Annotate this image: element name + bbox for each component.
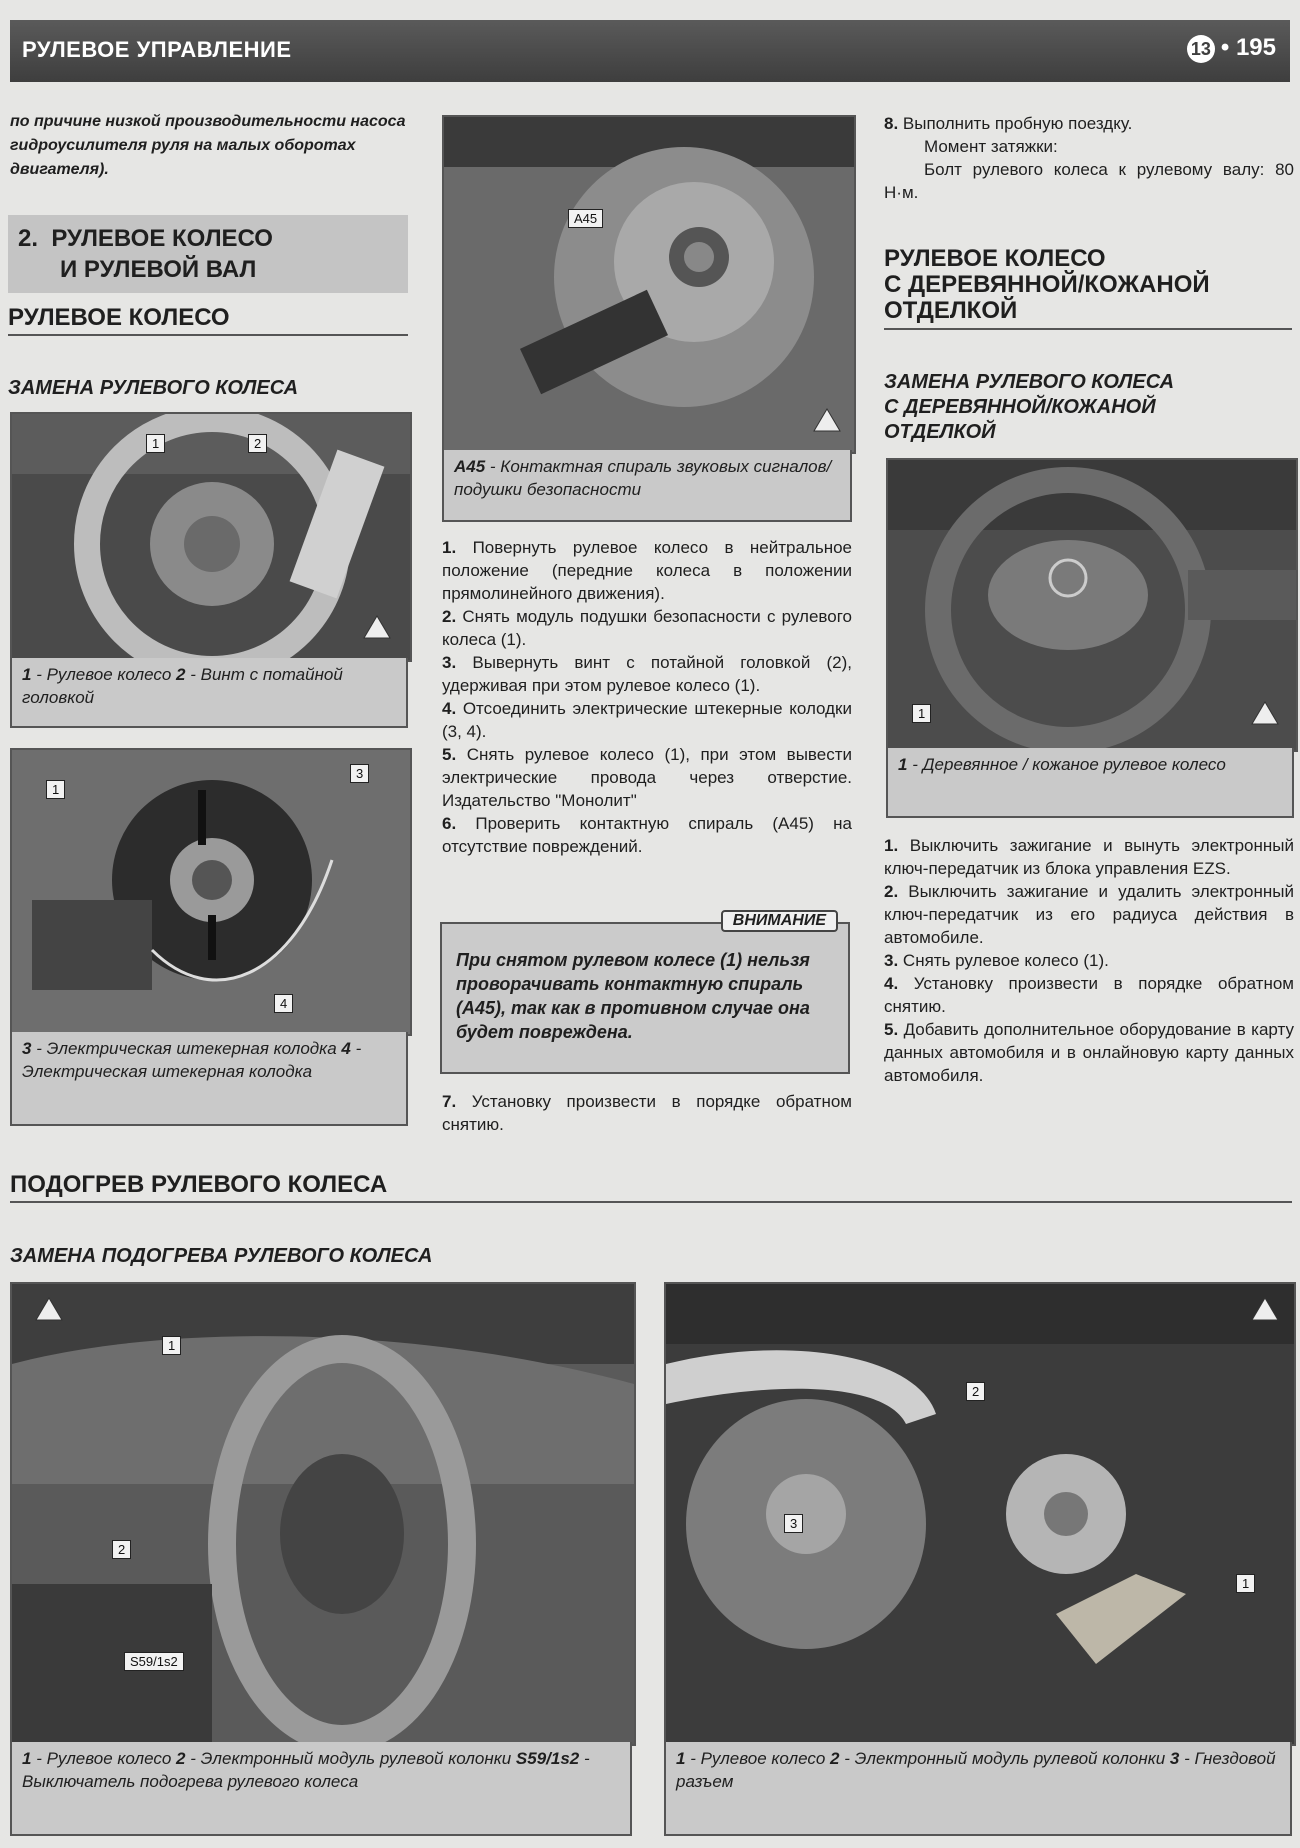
torque-text: Болт рулевого колеса к рулевому валу: 80 Н·м. [884,160,1294,202]
step-item [884,972,1294,1018]
caption-num: 1 [22,665,32,684]
step-text: Установку произвести в порядке обратном снятию. [442,1092,852,1134]
step-number: 2. [884,882,899,901]
caption-text: - Контактная спираль звуковых сигналов/подушки безопасности [454,457,832,499]
step-item [442,743,852,812]
heading-line: ОТДЕЛКОЙ [884,297,1018,324]
page-header [10,20,1290,82]
callout-1: 1 [1236,1574,1255,1593]
subheading-line: ОТДЕЛКОЙ [884,421,996,443]
heading-rule [884,328,1292,330]
step-item [442,651,852,697]
step7 [442,1090,852,1136]
photo-contact-spiral [442,115,856,454]
page-number: 195 [1235,34,1276,61]
callout-4: 4 [274,994,293,1013]
section-line2: И РУЛЕВОЙ ВАЛ [60,256,257,283]
step8-block [884,112,1294,204]
step-number: 1. [442,538,457,557]
step-item [442,536,852,605]
caption-num: 2 [176,1749,186,1768]
photo-wood-wheel [886,458,1298,752]
callout-3: 3 [784,1514,803,1533]
publisher-logo-icon [1250,700,1280,726]
caption-text: - Электронный модуль рулевой колонки [839,1749,1170,1768]
callout-2: 2 [112,1540,131,1559]
callout-1: 1 [912,704,931,723]
heading-rule [10,1201,1292,1203]
caption-num: 4 [341,1039,351,1058]
caption-num: 1 [898,755,908,774]
subheading-replace-wheel: ЗАМЕНА РУЛЕВОГО КОЛЕСА [8,377,299,399]
section-line1: РУЛЕВОЕ КОЛЕСО [51,225,273,252]
step-item [442,697,852,743]
caption-num: 2 [830,1749,840,1768]
photo-connectors [10,748,412,1036]
caption-text: - Электрическая штекерная колодка [22,1039,362,1081]
heading-steering-wheel: РУЛЕВОЕ КОЛЕСО [8,304,230,331]
heading-wood-leather [884,246,1294,324]
callout-s59: S59/1s2 [124,1652,184,1671]
step-text: Выключить зажигание и вынуть электронный ключ-передатчик из блока управления EZS. [884,836,1294,878]
step-text: Повернуть рулевое колесо в нейтральное положение (передние колеса в положении прямолинейного движения). [442,538,852,603]
step-number: 2. [442,607,457,626]
header-separator: • [1220,34,1230,61]
caption-num: A45 [454,457,486,476]
step-text: Выполнить пробную поездку. [898,114,1133,133]
caption-text: - Рулевое колесо [31,665,177,684]
step-number: 3. [442,653,457,672]
step-number: 6. [442,814,457,833]
caption-heater-1 [10,1742,632,1836]
torque-label: Момент затяжки: [924,137,1058,156]
step-text: Снять модуль подушки безопасности с рулевого колеса (1). [442,607,852,649]
step-item [442,812,852,858]
caption-text: - Деревянное / кожаное рулевое колесо [907,755,1226,774]
step-number: 5. [884,1020,899,1039]
steps-col3 [884,834,1294,1087]
step-item [884,949,1294,972]
callout-3: 3 [350,764,369,783]
caption-text: - Гнездовой разъем [676,1749,1276,1791]
callout-2: 2 [248,434,267,453]
caption-photo1 [10,658,408,728]
warning-box [440,912,850,1074]
publisher-logo-icon [1250,1296,1280,1322]
step-text: Вывернуть винт с потайной головкой (2), удерживая при этом рулевое колесо (1). [442,653,852,695]
step-text: Снять рулевое колесо (1). [898,951,1109,970]
caption-text: - Рулевое колесо [31,1749,177,1768]
caption-text: - Винт с потайной головкой [22,665,343,707]
caption-num: S59/1s2 [515,1749,580,1768]
publisher-logo-icon [362,614,392,640]
subheading-line: ЗАМЕНА РУЛЕВОГО КОЛЕСА [884,371,1175,393]
warning-text: При снятом рулевом колесе (1) нельзя проворачивать контактную спираль (A45), так как в противном случае она будет повреждена. [456,950,810,1042]
subheading-wood-leather [884,370,1294,445]
caption-text: - Выключатель подогрева рулевого колеса [22,1749,590,1791]
section-number: 2. [18,225,39,252]
caption-num: 3 [22,1039,32,1058]
step-number: 4. [442,699,457,718]
heading-heater: ПОДОГРЕВ РУЛЕВОГО КОЛЕСА [10,1171,388,1198]
step-number: 5. [442,745,457,764]
publisher-logo-icon [34,1296,64,1322]
photo-heater-2 [664,1282,1296,1746]
chapter-badge: 13 [1187,35,1215,63]
step-number: 7. [442,1092,457,1111]
caption-wood-wheel [886,748,1294,818]
subheading-line: С ДЕРЕВЯННОЙ/КОЖАНОЙ [884,396,1156,418]
caption-text: - Электронный модуль рулевой колонки [185,1749,516,1768]
step-number: 1. [884,836,899,855]
warning-label: ВНИМАНИЕ [721,910,838,932]
caption-contact-spiral [442,450,852,522]
step-item [884,1018,1294,1087]
caption-photo2 [10,1032,408,1126]
section-title [18,223,273,285]
publisher-logo-icon [812,407,842,433]
caption-text: - Рулевое колесо [685,1749,831,1768]
callout-a45: A45 [568,209,603,228]
subheading-heater: ЗАМЕНА ПОДОГРЕВА РУЛЕВОГО КОЛЕСА [10,1245,433,1267]
header-title: РУЛЕВОЕ УПРАВЛЕНИЕ [22,37,292,62]
step-number: 4. [884,974,899,993]
caption-heater-2 [664,1742,1292,1836]
step-number: 3. [884,951,899,970]
callout-1: 1 [46,780,65,799]
step-number: 8. [884,114,899,133]
callout-1: 1 [146,434,165,453]
caption-text: - Электрическая штекерная колодка [31,1039,342,1058]
step-text: Отсоединить электрические штекерные колодки (3, 4). [442,699,852,741]
header-page-number [1187,34,1276,63]
intro-text: по причине низкой производительности насоса гидроусилителя руля на малых оборотах двигателя). [10,113,406,178]
callout-1: 1 [162,1336,181,1355]
caption-num: 2 [176,665,186,684]
caption-num: 3 [1169,1749,1180,1768]
photo-steering-wheel [10,412,412,662]
step-item [442,605,852,651]
steps-col2 [442,536,852,858]
step-text: Установку произвести в порядке обратном снятию. [884,974,1294,1016]
step-text: Добавить дополнительное оборудование в карту данных автомобиля и в онлайновую карту данных автомобиля. [884,1020,1294,1085]
step-item [884,880,1294,949]
section-title-box [8,215,408,293]
step-item [884,834,1294,880]
heading-line: С ДЕРЕВЯННОЙ/КОЖАНОЙ [884,271,1210,298]
step-text: Проверить контактную спираль (A45) на отсутствие повреждений. [442,814,852,856]
step-text: Выключить зажигание и удалить электронный ключ-передатчик из его радиуса действия в автомобиле. [884,882,1294,947]
step-text: Снять рулевое колесо (1), при этом вывести электрические провода через отверстие. Издательство "Монолит" [442,745,852,810]
callout-2: 2 [966,1382,985,1401]
heading-line: РУЛЕВОЕ КОЛЕСО [884,245,1106,272]
caption-num: 1 [676,1749,686,1768]
heading-rule [8,334,408,336]
caption-num: 1 [22,1749,32,1768]
photo-heater-1 [10,1282,636,1746]
